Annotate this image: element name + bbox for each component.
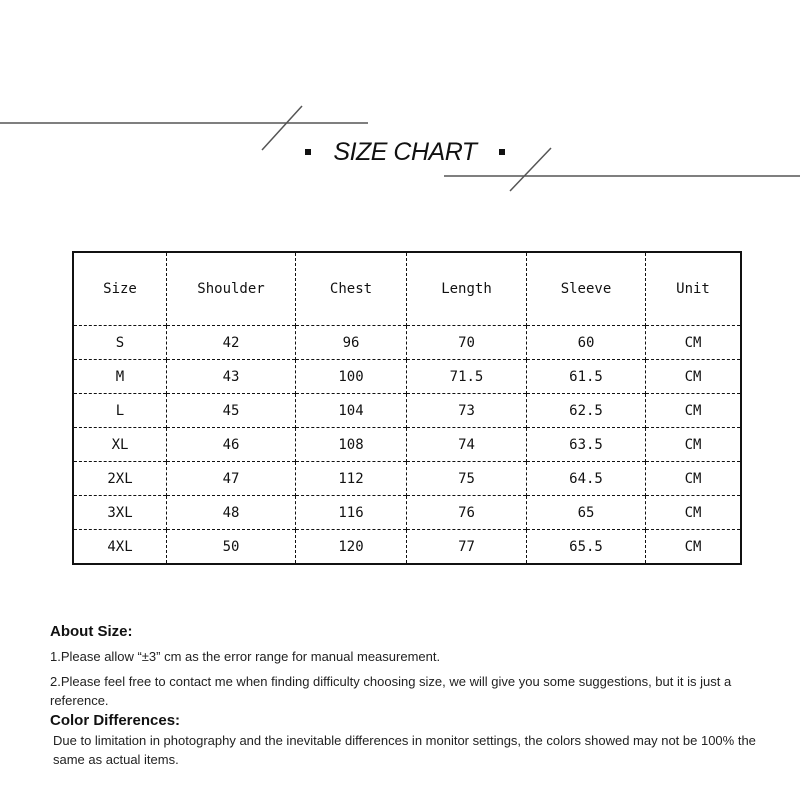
cell-shoulder: 46: [167, 428, 296, 462]
cell-size: S: [73, 326, 167, 360]
about-size-note-2: 2.Please feel free to contact me when finding difficulty choosing size, we will give you some suggestions, but it is just a reference.: [50, 674, 732, 708]
cell-unit: CM: [646, 428, 742, 462]
about-size-heading: About Size:: [50, 623, 133, 640]
cell-sleeve: 65: [527, 496, 646, 530]
cell-length: 70: [407, 326, 527, 360]
page-title: SIZE CHART: [333, 137, 477, 166]
header-length: Length: [407, 252, 527, 326]
header-chest: Chest: [296, 252, 407, 326]
header-unit: Unit: [646, 252, 742, 326]
cell-sleeve: 65.5: [527, 530, 646, 565]
cell-shoulder: 43: [167, 360, 296, 394]
cell-sleeve: 61.5: [527, 360, 646, 394]
cell-sleeve: 62.5: [527, 394, 646, 428]
cell-size: M: [73, 360, 167, 394]
cell-sleeve: 60: [527, 326, 646, 360]
table-header-row: [73, 252, 741, 326]
cell-length: 74: [407, 428, 527, 462]
table-row: [73, 462, 741, 496]
cell-chest: 120: [296, 530, 407, 565]
table-row: [73, 326, 741, 360]
cell-shoulder: 48: [167, 496, 296, 530]
cell-unit: CM: [646, 360, 742, 394]
cell-length: 76: [407, 496, 527, 530]
table-row: [73, 530, 741, 565]
cell-size: XL: [73, 428, 167, 462]
notes-section: [50, 622, 770, 769]
color-differences-heading: Color Differences:: [50, 712, 181, 729]
cell-unit: CM: [646, 530, 742, 565]
top-left-slash: [262, 106, 302, 150]
table-row: [73, 360, 741, 394]
cell-sleeve: 64.5: [527, 462, 646, 496]
size-table: [72, 251, 742, 565]
title-block: [300, 134, 510, 170]
cell-size: L: [73, 394, 167, 428]
header-size: Size: [103, 281, 137, 297]
table-row: [73, 394, 741, 428]
cell-chest: 112: [296, 462, 407, 496]
cell-shoulder: 45: [167, 394, 296, 428]
header-sleeve: Sleeve: [527, 252, 646, 326]
cell-sleeve: 63.5: [527, 428, 646, 462]
cell-shoulder: 42: [167, 326, 296, 360]
title-bullet-left: [305, 149, 311, 155]
header-shoulder: Shoulder: [167, 252, 296, 326]
cell-chest: 116: [296, 496, 407, 530]
cell-unit: CM: [646, 394, 742, 428]
cell-chest: 104: [296, 394, 407, 428]
cell-length: 71.5: [407, 360, 527, 394]
cell-length: 77: [407, 530, 527, 565]
about-size-note-1: 1.Please allow “±3” cm as the error range for manual measurement.: [50, 649, 441, 664]
top-right-slash: [510, 148, 551, 191]
cell-length: 73: [407, 394, 527, 428]
cell-unit: CM: [646, 326, 742, 360]
cell-size: 3XL: [73, 496, 167, 530]
cell-size: 2XL: [73, 462, 167, 496]
table-row: [73, 496, 741, 530]
cell-chest: 108: [296, 428, 407, 462]
cell-length: 75: [407, 462, 527, 496]
color-differences-note: Due to limitation in photography and the inevitable differences in monitor settings, the colors showed may not be 100% the same as actual items.: [53, 733, 756, 767]
cell-unit: CM: [646, 496, 742, 530]
cell-size: 4XL: [73, 530, 167, 565]
cell-shoulder: 47: [167, 462, 296, 496]
table-row: [73, 428, 741, 462]
cell-chest: 100: [296, 360, 407, 394]
cell-unit: CM: [646, 462, 742, 496]
cell-chest: 96: [296, 326, 407, 360]
cell-shoulder: 50: [167, 530, 296, 565]
title-bullet-right: [499, 149, 505, 155]
